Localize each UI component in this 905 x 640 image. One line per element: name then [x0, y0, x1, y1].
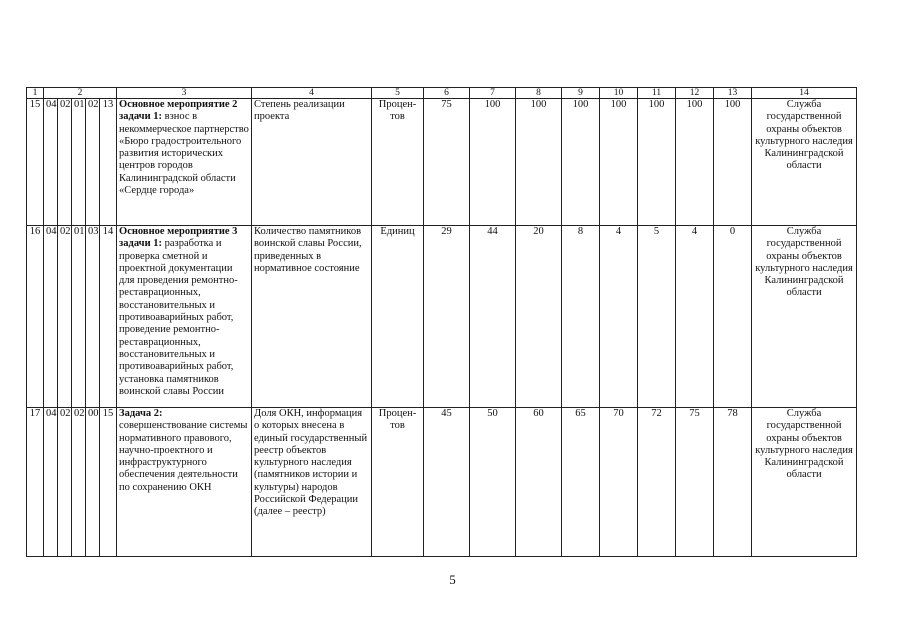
responsible-cell: Служба государственной охраны объектов культурного наследия Калининградской области: [752, 99, 857, 226]
column-number: 9: [562, 88, 600, 99]
value-cell: 45: [424, 408, 470, 557]
code-cell: 04: [44, 99, 58, 226]
column-number: 2: [44, 88, 117, 99]
activity-title: Задача 2:: [119, 408, 163, 419]
value-cell: 29: [424, 226, 470, 408]
value-cell: 75: [676, 408, 714, 557]
indicator-cell: Степень реализации проекта: [252, 99, 372, 226]
table-row: [27, 99, 857, 226]
value-cell: 72: [638, 408, 676, 557]
value-cell: 50: [470, 408, 516, 557]
code-cell: 02: [58, 99, 72, 226]
column-number: 8: [516, 88, 562, 99]
column-number: 10: [600, 88, 638, 99]
unit-cell: Процен-тов: [372, 408, 424, 557]
value-cell: 65: [562, 408, 600, 557]
value-cell: 100: [676, 99, 714, 226]
indicators-table: [26, 87, 857, 557]
activity-title: Основное мероприятие 3 задачи 1:: [119, 226, 238, 250]
activity-cell: [117, 226, 252, 408]
code-cell: 14: [100, 226, 117, 408]
column-number: 12: [676, 88, 714, 99]
column-number: 6: [424, 88, 470, 99]
column-number: 7: [470, 88, 516, 99]
value-cell: 100: [562, 99, 600, 226]
value-cell: 100: [714, 99, 752, 226]
activity-cell: [117, 99, 252, 226]
code-cell: 04: [44, 226, 58, 408]
column-number: 14: [752, 88, 857, 99]
value-cell: 100: [470, 99, 516, 226]
unit-cell: Единиц: [372, 226, 424, 408]
value-cell: 20: [516, 226, 562, 408]
activity-description: совершенствование системы нормативного правового, научно-проектного и инфраструктурного обеспечения деятельности по сохранению ОКН: [119, 420, 248, 493]
code-cell: 02: [72, 408, 86, 557]
activity-description: разработка и проверка сметной и проектной документации для проведения ремонтно-реставрационных, восстановительных и противоаварийных работ, проведение ремонтно-реставрационных, восстановительных и противоаварийных работ, установка памятников воинской славы России: [119, 238, 238, 397]
unit-cell: Процен-тов: [372, 99, 424, 226]
value-cell: 100: [600, 99, 638, 226]
code-cell: 02: [86, 99, 100, 226]
code-cell: 13: [100, 99, 117, 226]
column-number-row: [27, 88, 857, 99]
code-cell: 02: [58, 226, 72, 408]
value-cell: 4: [600, 226, 638, 408]
value-cell: 70: [600, 408, 638, 557]
activity-cell: [117, 408, 252, 557]
column-number: 1: [27, 88, 44, 99]
column-number: 3: [117, 88, 252, 99]
code-cell: 03: [86, 226, 100, 408]
row-number: 15: [27, 99, 44, 226]
code-cell: 15: [100, 408, 117, 557]
value-cell: 60: [516, 408, 562, 557]
column-number: 5: [372, 88, 424, 99]
code-cell: 00: [86, 408, 100, 557]
column-number: 13: [714, 88, 752, 99]
responsible-cell: Служба государственной охраны объектов культурного наследия Калининградской области: [752, 226, 857, 408]
indicator-cell: Доля ОКН, информация о которых внесена в единый государственный реестр объектов культурного наследия (памятников истории и культуры) народов Российской Федерации (далее – реестр): [252, 408, 372, 557]
column-number: 4: [252, 88, 372, 99]
value-cell: 8: [562, 226, 600, 408]
value-cell: 100: [516, 99, 562, 226]
value-cell: 5: [638, 226, 676, 408]
page-number: 5: [449, 572, 456, 587]
code-cell: 01: [72, 226, 86, 408]
value-cell: 0: [714, 226, 752, 408]
value-cell: 44: [470, 226, 516, 408]
value-cell: 100: [638, 99, 676, 226]
column-number: 11: [638, 88, 676, 99]
row-number: 17: [27, 408, 44, 557]
value-cell: 4: [676, 226, 714, 408]
activity-description: взнос в некоммерческое партнерство «Бюро градостроительного развития исторических центров городов Калининградской области «Сердце города»: [119, 111, 249, 197]
table-row: [27, 226, 857, 408]
value-cell: 75: [424, 99, 470, 226]
indicator-cell: Количество памятников воинской славы России, приведенных в нормативное состояние: [252, 226, 372, 408]
code-cell: 02: [58, 408, 72, 557]
responsible-cell: Служба государственной охраны объектов культурного наследия Калининградской области: [752, 408, 857, 557]
code-cell: 01: [72, 99, 86, 226]
value-cell: 78: [714, 408, 752, 557]
table-row: [27, 408, 857, 557]
activity-title: Основное мероприятие 2 задачи 1:: [119, 99, 238, 123]
row-number: 16: [27, 226, 44, 408]
code-cell: 04: [44, 408, 58, 557]
